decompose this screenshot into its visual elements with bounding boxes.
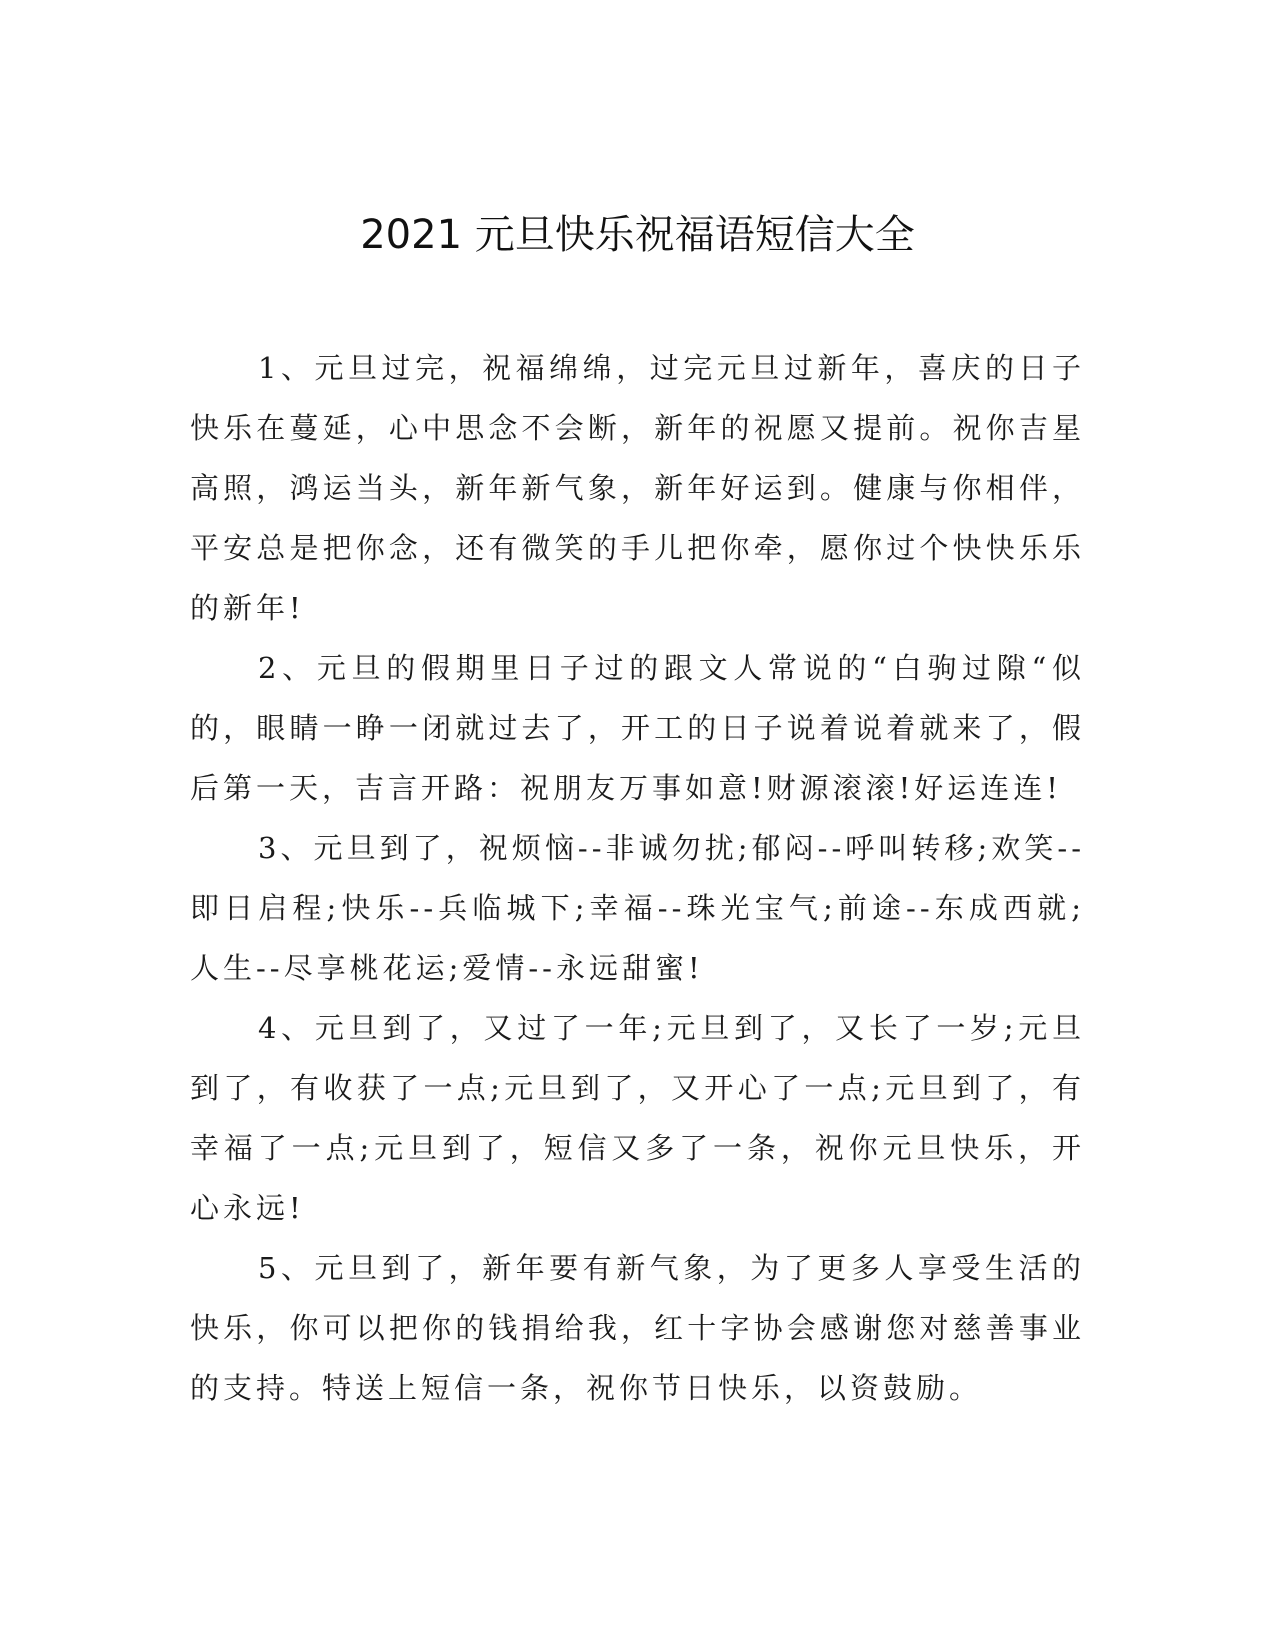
document-body: [190, 338, 1085, 1418]
paragraph-2: 2、元旦的假期里日子过的跟文人常说的“白驹过隙“似的，眼睛一睁一闭就过去了，开工的日子说着说着就来了，假后第一天，吉言开路：祝朋友万事如意!财源滚滚!好运连连!: [190, 651, 1085, 805]
paragraph-4: 4、元旦到了，又过了一年;元旦到了，又长了一岁;元旦到了，有收获了一点;元旦到了，又开心了一点;元旦到了，有幸福了一点;元旦到了，短信又多了一条，祝你元旦快乐，开心永远!: [190, 1011, 1085, 1225]
paragraph-1: 1、元旦过完，祝福绵绵，过完元旦过新年，喜庆的日子快乐在蔓延，心中思念不会断，新年的祝愿又提前。祝你吉星高照，鸿运当头，新年新气象，新年好运到。健康与你相伴，平安总是把你念，还有微笑的手儿把你牵，愿你过个快快乐乐的新年!: [190, 351, 1085, 625]
document-title: 2021 元旦快乐祝福语短信大全: [360, 212, 915, 258]
paragraph-3: 3、元旦到了，祝烦恼--非诚勿扰;郁闷--呼叫转移;欢笑--即日启程;快乐--兵临城下;幸福--珠光宝气;前途--东成西就;人生--尽享桃花运;爱情--永远甜蜜!: [190, 831, 1085, 985]
paragraph-5: 5、元旦到了，新年要有新气象，为了更多人享受生活的快乐，你可以把你的钱捐给我，红十字协会感谢您对慈善事业的支持。特送上短信一条，祝你节日快乐，以资鼓励。: [190, 1251, 1085, 1405]
